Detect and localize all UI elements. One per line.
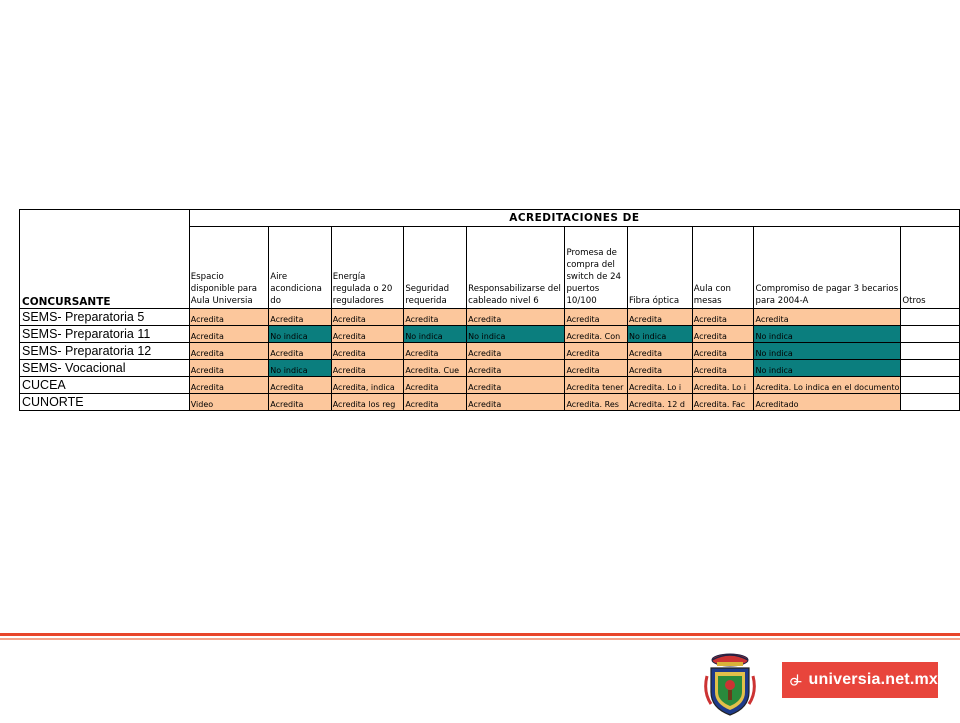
table-cell: Acredita. Lo i [692, 377, 754, 394]
table-row [20, 343, 960, 360]
col-header-becarios: Compromiso de pagar 3 becarios para 2004-A [754, 227, 901, 309]
table-cell: Acredita [331, 343, 404, 360]
table-cell: Acredita [404, 343, 467, 360]
table-cell: Acredita [404, 309, 467, 326]
table-cell: Acredita [565, 343, 628, 360]
footer-divider-line-thin [0, 638, 960, 640]
table-cell: Acredita [692, 360, 754, 377]
table-cell [901, 309, 960, 326]
table-cell: Acredita [269, 377, 331, 394]
table-cell: Acredita. Cue [404, 360, 467, 377]
universia-logo-text: universia.net.mx [808, 671, 938, 688]
concursante-name: CUNORTE [20, 394, 190, 411]
table-cell: Acredita los reg [331, 394, 404, 411]
table-cell: Acredita [269, 309, 331, 326]
table-cell: Acredita. Fac [692, 394, 754, 411]
table-cell: Acredita [189, 360, 269, 377]
concursante-name: SEMS- Preparatoria 5 [20, 309, 190, 326]
concursante-name: SEMS- Preparatoria 11 [20, 326, 190, 343]
table-cell [901, 394, 960, 411]
table-cell: Acredita [754, 309, 901, 326]
table-cell: Acredita. Lo i [627, 377, 692, 394]
table-cell: Acredita. Res [565, 394, 628, 411]
table-cell: Acredita [627, 309, 692, 326]
table-cell [901, 360, 960, 377]
accreditation-table [19, 209, 960, 411]
table-cell: Acredita [627, 343, 692, 360]
table-cell: No indica [467, 326, 565, 343]
table-cell [901, 377, 960, 394]
table-row [20, 309, 960, 326]
table-cell: Acredita [189, 309, 269, 326]
table-cell: No indica [754, 343, 901, 360]
group-header: ACREDITACIONES DE [189, 210, 959, 227]
concursante-header: CONCURSANTE [20, 210, 190, 309]
table-cell: Acredita, indica [331, 377, 404, 394]
col-header-aula: Aula con mesas [692, 227, 754, 309]
university-seal-icon [703, 652, 757, 718]
col-header-seguridad: Seguridad requerida [404, 227, 467, 309]
table-cell: Acredita [331, 360, 404, 377]
concursante-name: SEMS- Preparatoria 12 [20, 343, 190, 360]
table-cell: Acredita [404, 377, 467, 394]
col-header-fibra: Fibra óptica [627, 227, 692, 309]
table-cell: No indica [404, 326, 467, 343]
table-cell: Acredita tener [565, 377, 628, 394]
footer-divider [0, 633, 960, 640]
table-cell: Acredita [467, 377, 565, 394]
universia-logo[interactable] [782, 662, 938, 698]
table-cell: Acredita. Con [565, 326, 628, 343]
table-cell: Acredita [692, 309, 754, 326]
table-cell: No indica [754, 326, 901, 343]
concursante-name: CUCEA [20, 377, 190, 394]
universia-logo-icon [788, 667, 803, 693]
footer-divider-line [0, 633, 960, 636]
table-row [20, 394, 960, 411]
table-cell: Acredita. Lo indica en el documento [754, 377, 901, 394]
spreadsheet [19, 209, 960, 411]
table-cell: Acredita [331, 309, 404, 326]
table-cell: Acredita [692, 343, 754, 360]
col-header-energia: Energía regulada o 20 reguladores [331, 227, 404, 309]
group-header-row [20, 210, 960, 227]
table-cell: Acredita [269, 343, 331, 360]
university-seal-graphic [703, 652, 757, 718]
concursante-name: SEMS- Vocacional [20, 360, 190, 377]
table-cell: Acredita [467, 343, 565, 360]
table-row [20, 326, 960, 343]
table-cell: Acredita [404, 394, 467, 411]
table-cell: Acreditado [754, 394, 901, 411]
table-cell: Acredita [467, 360, 565, 377]
table-cell: No indica [269, 360, 331, 377]
table-row [20, 360, 960, 377]
table-cell: Video [189, 394, 269, 411]
table-cell [901, 326, 960, 343]
table-cell [901, 343, 960, 360]
col-header-otros: Otros [901, 227, 960, 309]
table-cell: Acredita [565, 309, 628, 326]
col-header-espacio: Espacio disponible para Aula Universia [189, 227, 269, 309]
table-cell: Acredita [189, 326, 269, 343]
table-cell: Acredita [692, 326, 754, 343]
col-header-aire: Aire acondiciona do [269, 227, 331, 309]
table-cell: Acredita [189, 343, 269, 360]
table-cell: Acredita [269, 394, 331, 411]
table-cell: Acredita. 12 d [627, 394, 692, 411]
table-cell: No indica [627, 326, 692, 343]
col-header-cableado: Responsabilizarse del cableado nivel 6 [467, 227, 565, 309]
col-header-switch: Promesa de compra del switch de 24 puertos 10/100 [565, 227, 628, 309]
table-cell: Acredita [467, 394, 565, 411]
table-cell: Acredita [467, 309, 565, 326]
table-cell: No indica [269, 326, 331, 343]
table-row [20, 377, 960, 394]
table-cell: No indica [754, 360, 901, 377]
table-cell: Acredita [627, 360, 692, 377]
table-cell: Acredita [189, 377, 269, 394]
table-cell: Acredita [331, 326, 404, 343]
table-cell: Acredita [565, 360, 628, 377]
